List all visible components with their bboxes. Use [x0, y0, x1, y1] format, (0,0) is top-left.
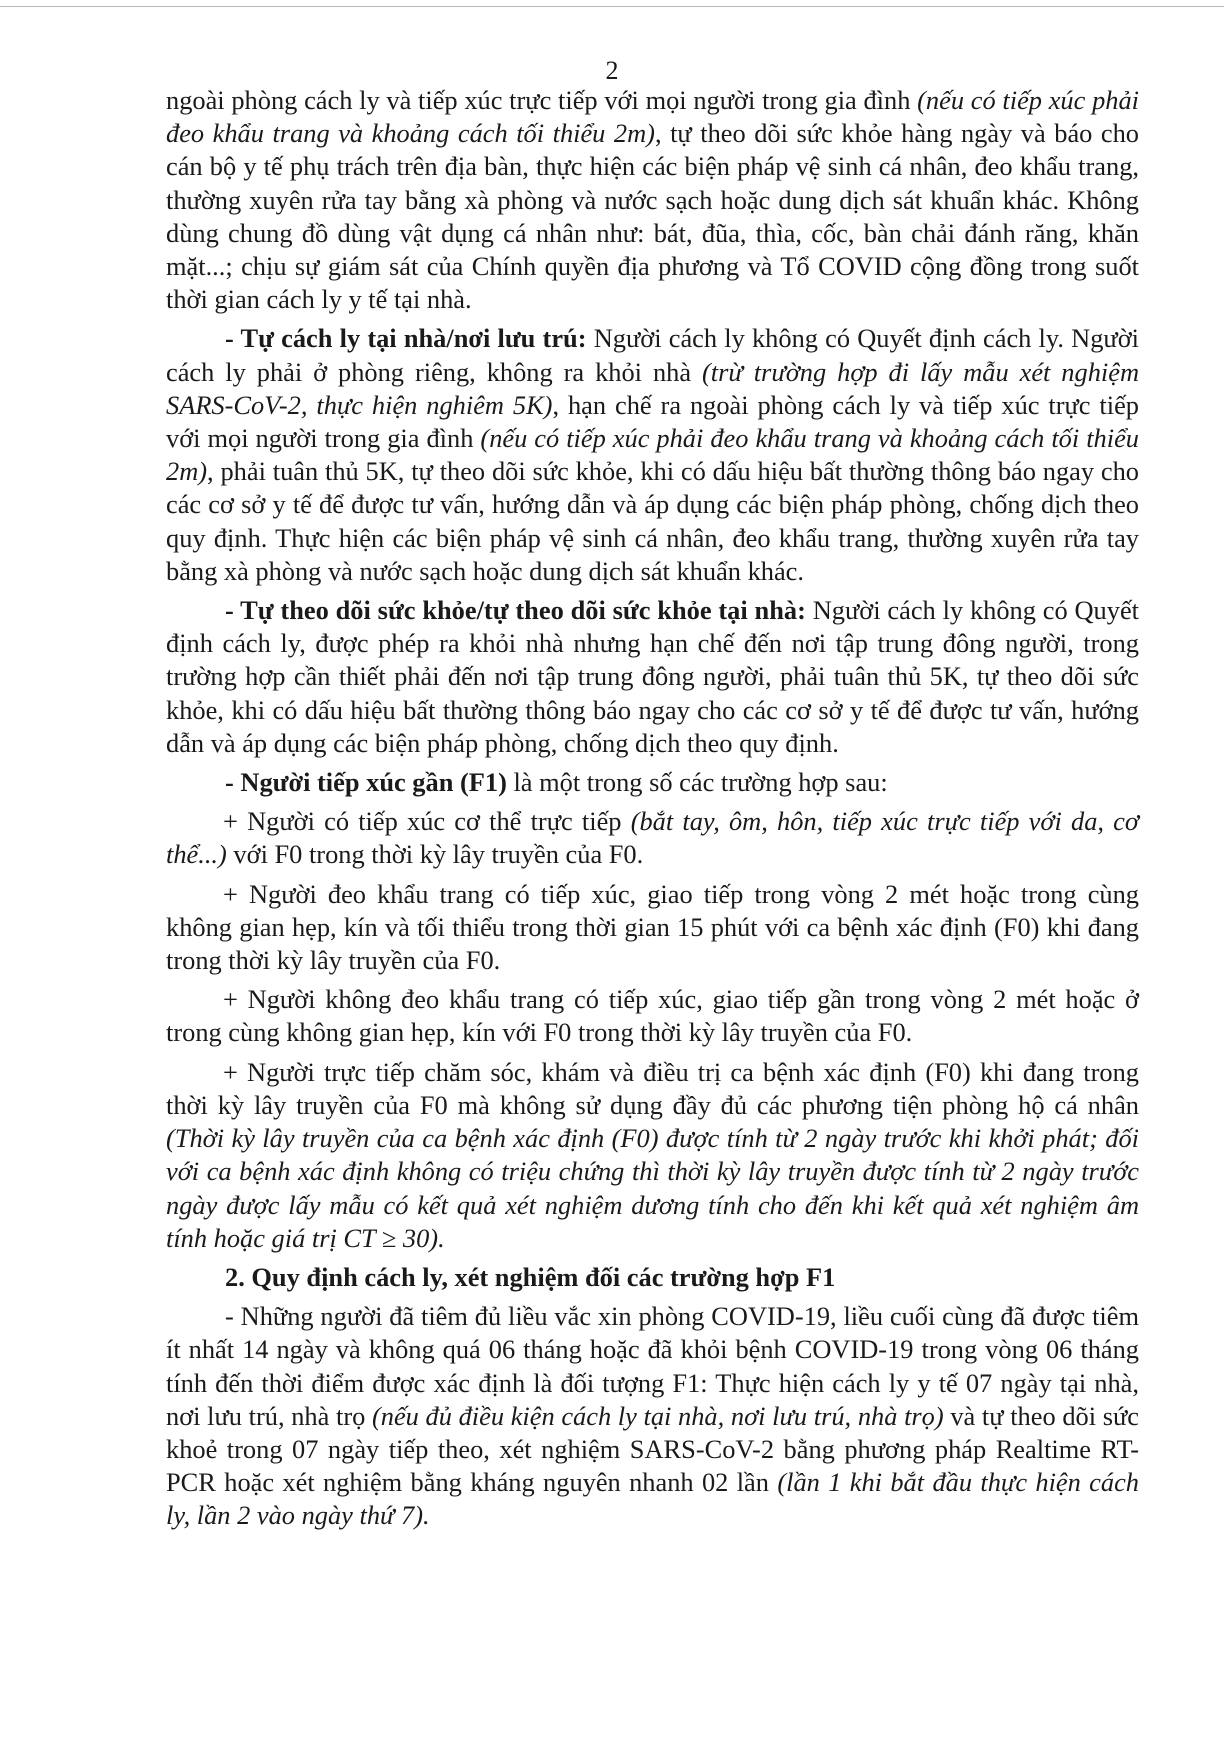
text: với F0 trong thời kỳ lây truyền của F0.	[226, 839, 644, 870]
text: Người cách ly không có Quyết định cách ly, được phép ra khỏi nhà nhưng hạn chế đến nơi tập trung đông người, trong trường hợp cần thiết phải đến nơi tập trung đông người, phải tuân thủ 5K, tự theo dõi sức khỏe, khi có dấu hiệu bất thường thông báo ngay cho các cơ sở y tế để được tư vấn, hướng dẫn và áp dụng các biện pháp phòng, chống dịch theo quy định.	[166, 595, 1139, 758]
paragraph-self-isolation	[166, 322, 1139, 588]
bold-term: - Tự theo dõi sức khỏe/tự theo dõi sức khỏe tại nhà:	[225, 595, 806, 626]
list-item-f1-direct-contact	[166, 805, 1139, 871]
text: ngoài phòng cách ly và tiếp xúc trực tiếp với mọi người trong gia đình	[166, 85, 918, 115]
italic-note: (trừ trường hợp đi lấy mẫu xét nghiệm SARS-CoV-2, thực hiện nghiêm 5K)	[166, 356, 1139, 420]
list-item-f1-masked	[166, 878, 1139, 978]
paragraph-vaccinated-f1	[166, 1300, 1139, 1532]
list-item-f1-unmasked	[166, 983, 1139, 1049]
text: và tự theo dõi sức khoẻ trong 07 ngày tiếp theo, xét nghiệm SARS-CoV-2 bằng phương pháp Realtime RT-PCR hoặc xét nghiệm bằng kháng nguyên nhanh 02 lần	[166, 1400, 1139, 1498]
section-heading	[166, 1261, 1139, 1294]
text: - Những người đã tiêm đủ liều vắc xin phòng COVID-19, liều cuối cùng đã được tiêm ít nhất 14 ngày và không quá 06 tháng hoặc đã khỏi bệnh COVID-19 trong vòng 06 tháng tính đến thời điểm được xác định là đối tượng F1: Thực hiện cách ly y tế 07 ngày tại nhà, nơi lưu trú, nhà trọ	[166, 1301, 1139, 1431]
paragraph-home-isolation-continued	[166, 84, 1139, 316]
italic-note: (nếu có tiếp xúc phải đeo khẩu trang và khoảng cách tối thiểu 2m)	[166, 85, 1139, 149]
paragraph-f1-definition	[166, 766, 1139, 799]
paragraph-self-monitoring	[166, 594, 1139, 760]
text: + Người trực tiếp chăm sóc, khám và điều trị ca bệnh xác định (F0) khi đang trong thời kỳ lây truyền của F0 mà không sử dụng đầy đủ các phương tiện phòng hộ cá nhân	[166, 1056, 1139, 1120]
list-item-f1-caregiver	[166, 1056, 1139, 1255]
text: là một trong số các trường hợp sau:	[506, 767, 888, 798]
bold-term: - Tự cách ly tại nhà/nơi lưu trú:	[225, 323, 587, 354]
text: , hạn chế ra ngoài phòng cách ly và tiếp xúc trực tiếp với mọi người trong gia đình	[166, 389, 1140, 454]
text: , tự theo dõi sức khỏe hàng ngày và báo cho cán bộ y tế phụ trách trên địa bàn, thực hiện các biện pháp vệ sinh cá nhân, đeo khẩu trang, thường xuyên rửa tay bằng xà phòng và nước sạch hoặc dung dịch sát khuẩn khác. Không dùng chung đồ dùng vật dụng cá nhân như: bát, đũa, thìa, cốc, bàn chải đánh răng, khăn mặt...; chịu sự giám sát của Chính quyền địa phương và Tổ COVID cộng đồng trong suốt thời gian cách ly y tế tại nhà.	[166, 118, 1139, 315]
text: + Người không đeo khẩu trang có tiếp xúc, giao tiếp gần trong vòng 2 mét hoặc ở trong cùng không gian hẹp, kín với F0 trong thời kỳ lây truyền của F0.	[166, 984, 1139, 1048]
text: + Người đeo khẩu trang có tiếp xúc, giao tiếp trong vòng 2 mét hoặc trong cùng không gian hẹp, kín và tối thiểu trong thời gian 15 phút với ca bệnh xác định (F0) khi đang trong thời kỳ lây truyền của F0.	[166, 878, 1139, 976]
italic-note: (Thời kỳ lây truyền của ca bệnh xác định (F0) được tính từ 2 ngày trước khi khởi phát; đối với ca bệnh xác định không có triệu chứng thì thời kỳ lây truyền được tính từ 2 ngày trước ngày được lấy mẫu có kết quả xét nghiệm dương tính cho đến khi kết quả xét nghiệm âm tính hoặc giá trị CT ≥ 30).	[166, 1123, 1139, 1253]
scan-top-line	[0, 6, 1224, 7]
italic-note: (nếu đủ điều kiện cách ly tại nhà, nơi lưu trú, nhà trọ)	[371, 1400, 944, 1431]
document-body	[166, 84, 1139, 1539]
page-number: 2	[605, 56, 619, 85]
italic-note: (lần 1 khi bắt đầu thực hiện cách ly, lần 2 vào ngày thứ 7).	[166, 1467, 1140, 1531]
text: Người cách ly không có Quyết định cách ly. Người cách ly phải ở phòng riêng, không ra khỏi nhà	[166, 323, 1139, 387]
italic-note: (nếu có tiếp xúc phải đeo khẩu trang và khoảng cách tối thiểu 2m)	[166, 423, 1139, 487]
text: , phải tuân thủ 5K, tự theo dõi sức khỏe, khi có dấu hiệu bất thường thông báo ngay cho các cơ sở y tế để được tư vấn, hướng dẫn và áp dụng các biện pháp phòng, chống dịch theo quy định. Thực hiện các biện pháp vệ sinh cá nhân, đeo khẩu trang, thường xuyên rửa tay bằng xà phòng và nước sạch hoặc dung dịch sát khuẩn khác.	[166, 456, 1139, 586]
heading-text: 2. Quy định cách ly, xét nghiệm đối các trường hợp F1	[225, 1261, 836, 1292]
italic-note: (bắt tay, ôm, hôn, tiếp xúc trực tiếp với da, cơ thể...)	[166, 806, 1139, 870]
text: + Người có tiếp xúc cơ thể trực tiếp	[223, 806, 631, 837]
bold-term: - Người tiếp xúc gần (F1)	[225, 767, 507, 798]
